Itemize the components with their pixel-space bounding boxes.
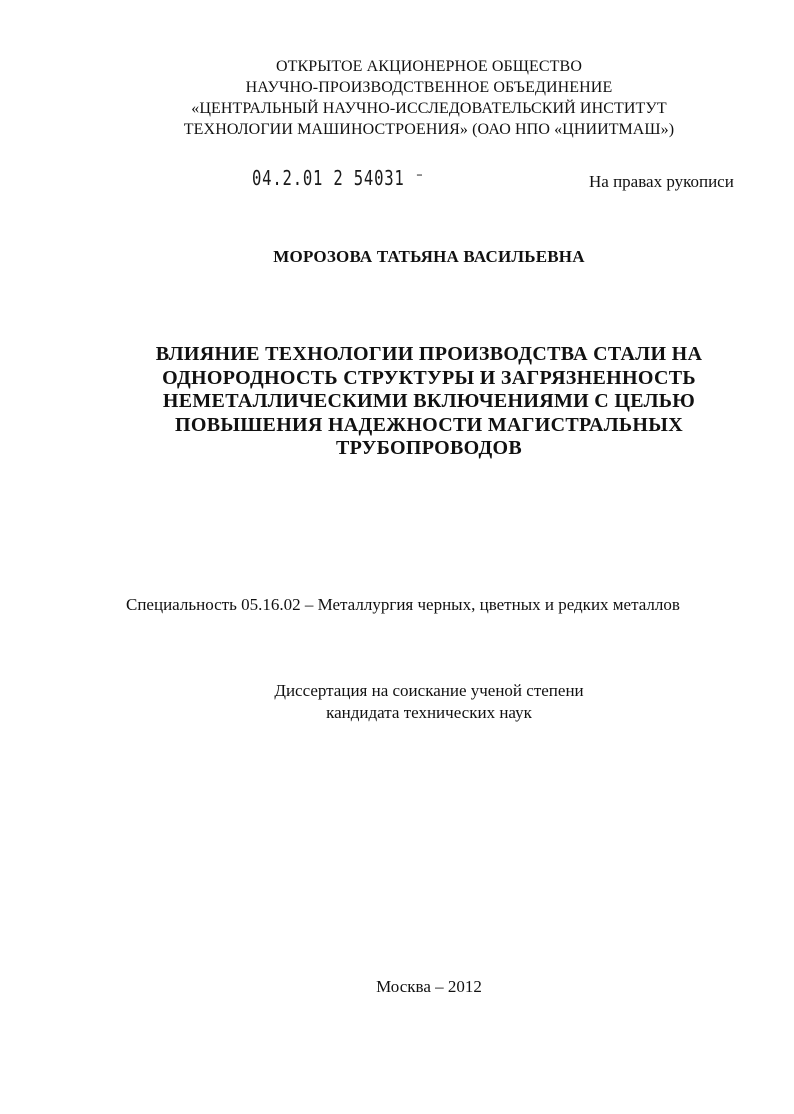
title-line: ВЛИЯНИЕ ТЕХНОЛОГИИ ПРОИЗВОДСТВА СТАЛИ НА [155,343,703,365]
specialty-line: Специальность 05.16.02 – Металлургия черных, цветных и редких металлов [126,595,680,614]
degree-line: кандидата технических наук [326,703,532,722]
title-line: ОДНОРОДНОСТЬ СТРУКТУРЫ И ЗАГРЯЗНЕННОСТЬ [162,366,696,389]
title-line: ПОВЫШЕНИЯ НАДЕЖНОСТИ МАГИСТРАЛЬНЫХ [175,413,683,436]
organization-line: ОТКРЫТОЕ АКЦИОНЕРНОЕ ОБЩЕСТВО [276,58,582,75]
title-line: ТРУБОПРОВОДОВ [335,437,523,459]
title-line: НЕМЕТАЛЛИЧЕСКИМИ ВКЛЮЧЕНИЯМИ С ЦЕЛЬЮ [162,390,696,412]
organization-header [0,56,794,140]
registration-stamp: 04.2.01 2 54031 ⁻ [252,166,425,190]
organization-line: «ЦЕНТРАЛЬНЫЙ НАУЧНО-ИССЛЕДОВАТЕЛЬСКИЙ ИНСТИТУТ [191,100,667,117]
organization-line: НАУЧНО-ПРОИЗВОДСТВЕННОЕ ОБЪЕДИНЕНИЕ [245,79,613,96]
manuscript-rights-note: На правах рукописи [589,172,734,191]
degree-line: Диссертация на соискание ученой степени [274,681,584,700]
organization-line: ТЕХНОЛОГИИ МАШИНОСТРОЕНИЯ» (ОАО НПО «ЦНИИТМАШ») [183,121,675,138]
city-year: Москва – 2012 [376,977,482,996]
author-name: МОРОЗОВА ТАТЬЯНА ВАСИЛЬЕВНА [273,247,585,266]
dissertation-title [0,343,794,461]
dissertation-degree [0,680,794,724]
